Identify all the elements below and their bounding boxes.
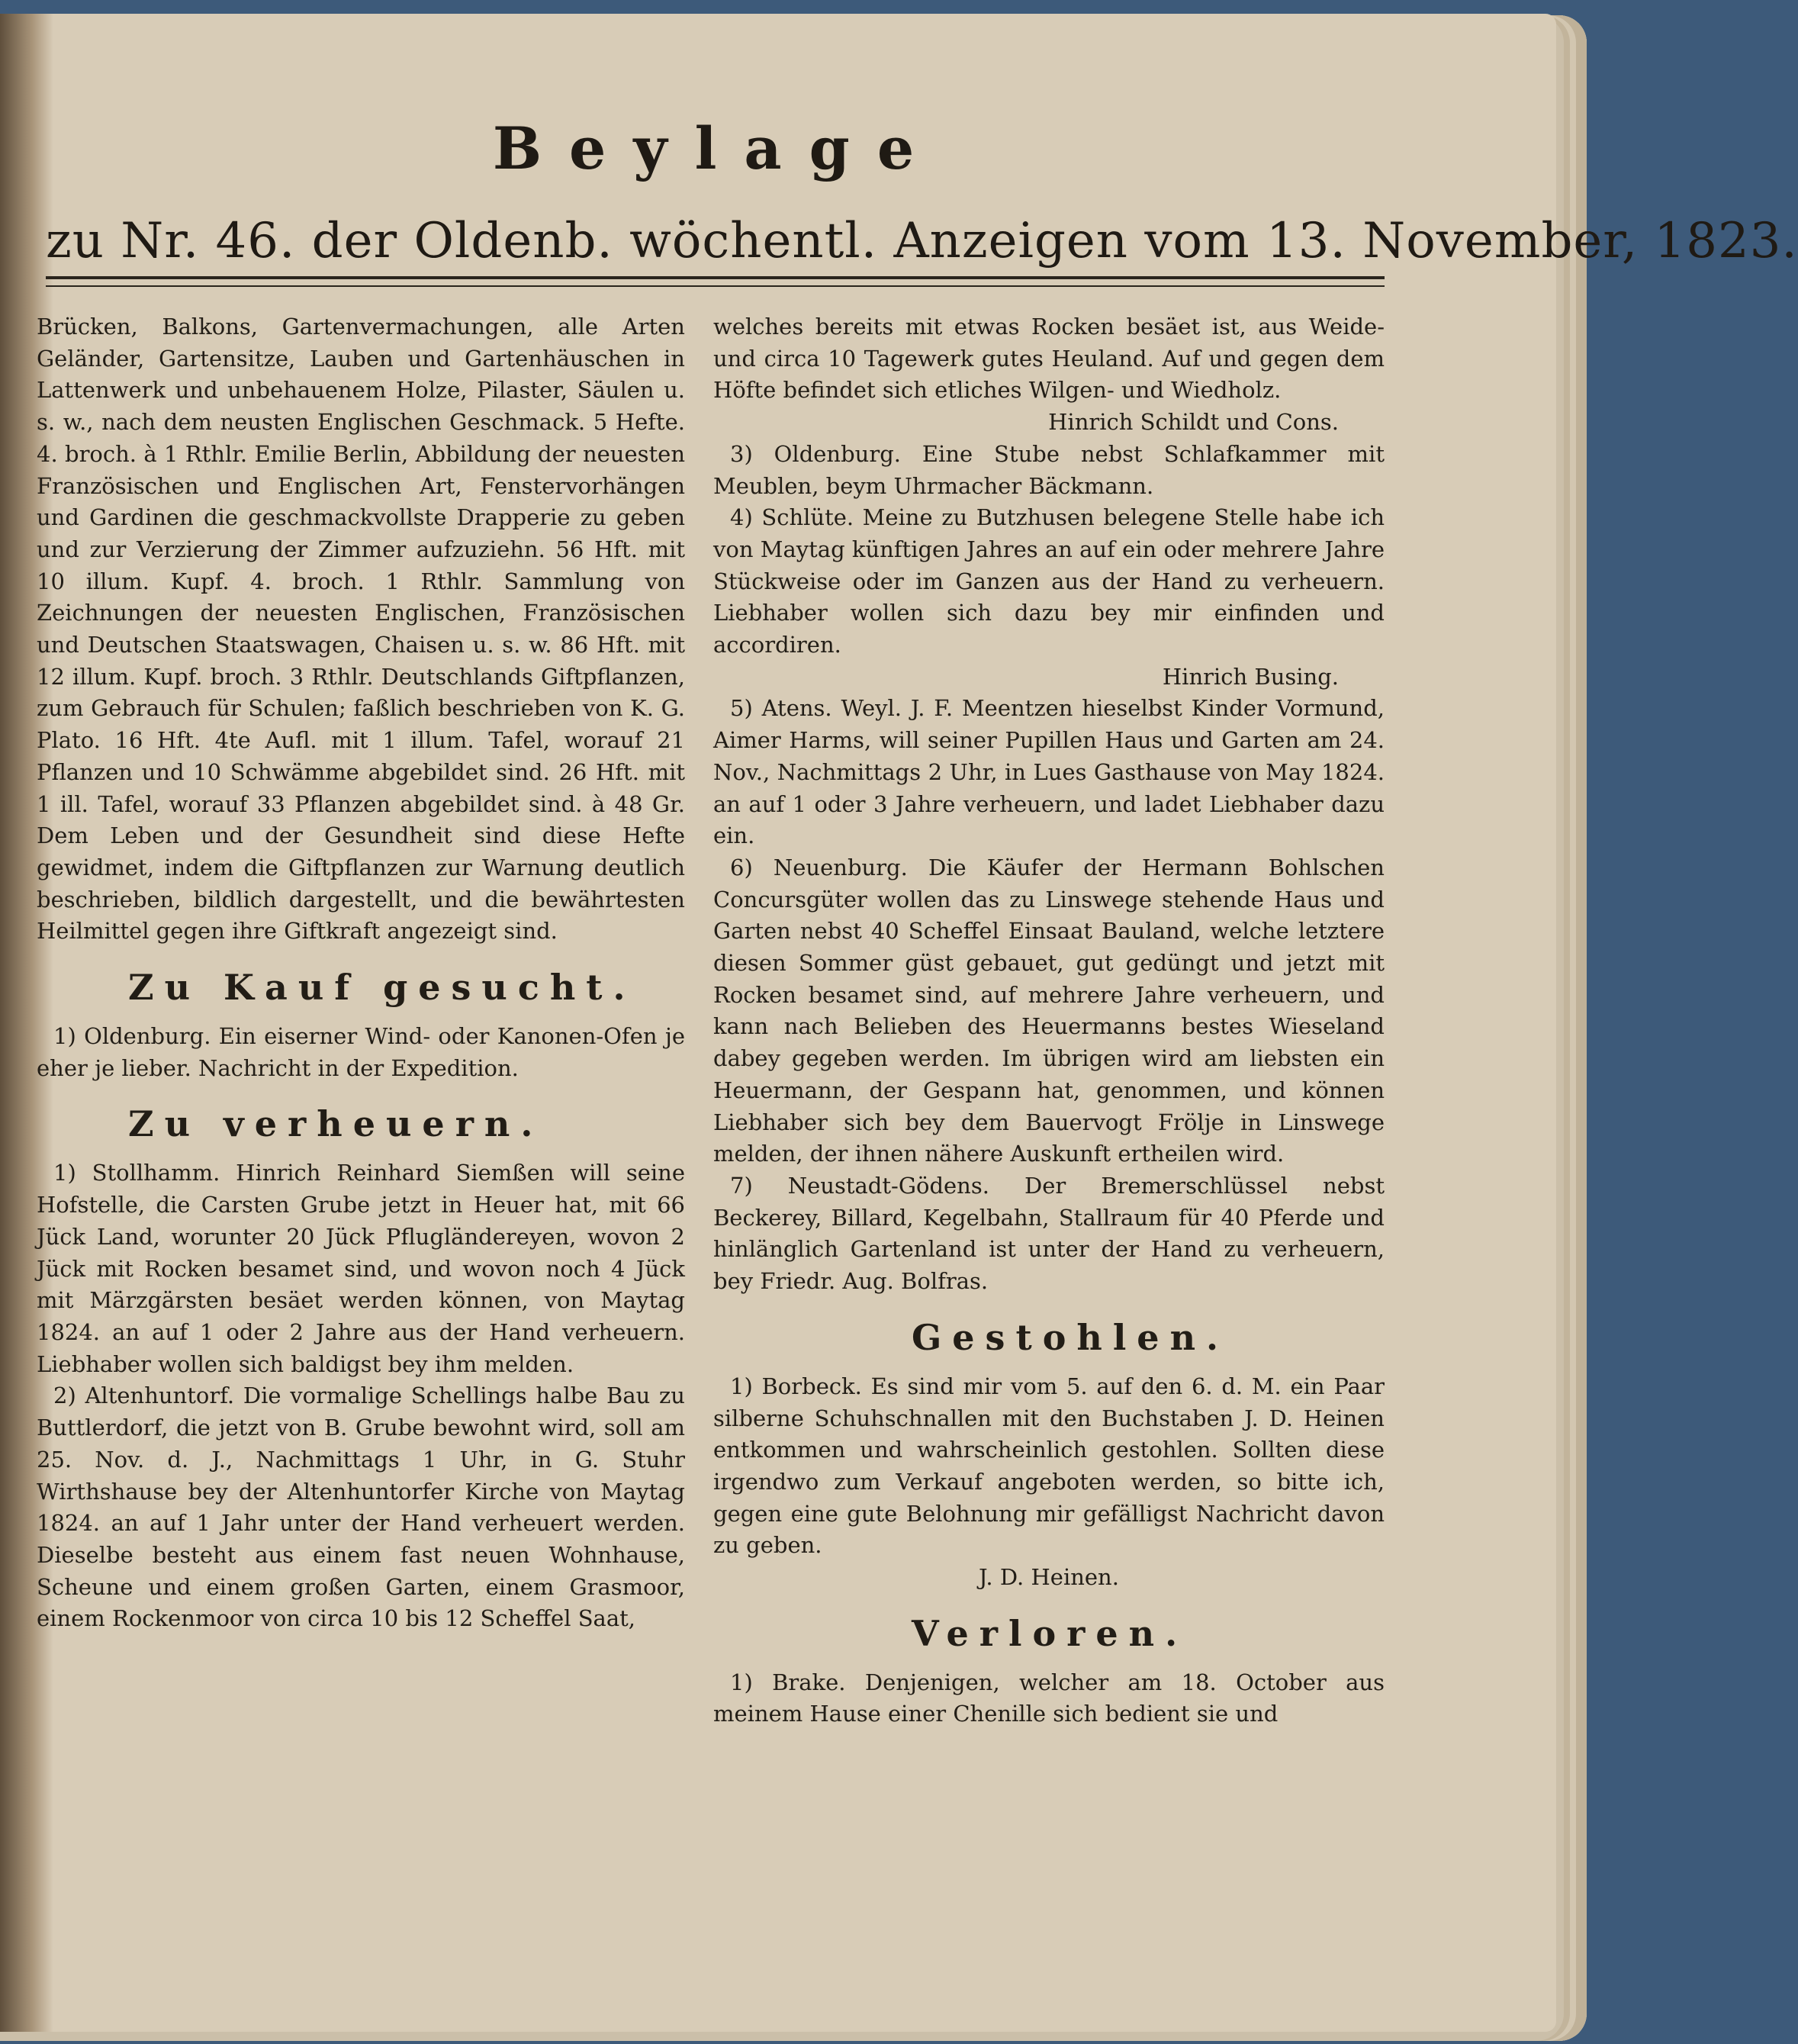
section-heading-verloren: Verloren.	[912, 1612, 1188, 1654]
section-heading-gestohlen: Gestohlen.	[912, 1316, 1230, 1358]
signature-heinen: J. D. Heinen.	[979, 1564, 1119, 1591]
verheuern-item-2: 2) Altenhuntorf. Die vormalige Schellings halbe Bau zu Buttlerdorf, die jetzt von B. Grube bewohnt wird, soll am 25. Nov. d. J., Nachmittags 1 Uhr, in G. Stuhr Wirthshause bey der Altenhuntorfer Kirche von Maytag 1824. an auf 1 Jahr unter der Hand verheuert werden. Dieselbe besteht aus einem fast neuen Wohnhause, Scheune und einem großen Garten, einem Grasmoor, einem Rockenmoor von circa 10 bis 12 Scheffel Saat,	[37, 1383, 685, 1632]
left-column	[37, 311, 685, 1635]
verheuern-item-7: 7) Neustadt-Gödens. Der Bremerschlüssel nebst Beckerey, Billard, Kegelbahn, Stallraum für 40 Pferde und hinlänglich Gartenland ist unter der Hand zu verheuern, bey Friedr. Aug. Bolfras.	[713, 1172, 1385, 1295]
page-title: Beylage	[492, 114, 942, 182]
page-subtitle: zu Nr. 46. der Oldenb. wöchentl. Anzeigen vom 13. November, 1823.	[46, 213, 1798, 269]
section-heading-kauf: Zu Kauf gesucht.	[128, 967, 636, 1009]
verheuern-item-5: 5) Atens. Weyl. J. F. Meentzen hieselbst Kinder Vormund, Aimer Harms, will seiner Pupillen Haus und Garten am 24. Nov., Nachmittags 2 Uhr, in Lues Gasthause von May 1824. an auf 1 oder 3 Jahre verheuern, und ladet Liebhaber dazu ein.	[713, 695, 1385, 849]
gestohlen-item-1: 1) Borbeck. Es sind mir vom 5. auf den 6. d. M. ein Paar silberne Schuhschnallen mit den Buchstaben J. D. Heinen entkommen und wahrscheinlich gestohlen. Sollten diese irgendwo zum Verkauf angeboten werden, so bitte ich, gegen eine gute Belohnung mir gefälligst Nachricht davon zu geben.	[713, 1373, 1385, 1559]
kauf-item-1: 1) Oldenburg. Ein eiserner Wind- oder Kanonen-Ofen je eher je lieber. Nachricht in der Expedition.	[37, 1023, 685, 1081]
intro-paragraph: Brücken, Balkons, Gartenvermachungen, alle Arten Geländer, Gartensitze, Lauben und Gartenhäuschen in Lattenwerk und unbehauenem Holze, Pilaster, Säulen u. s. w., nach dem neusten Englischen Geschmack. 5 Hefte. 4. broch. à 1 Rthlr. Emilie Berlin, Abbildung der neuesten Französischen und Englischen Art, Fenstervorhängen und Gardinen die geschmackvollste Drapperie zu geben und zur Verzierung der Zimmer aufzuziehn. 56 Hft. mit 10 illum. Kupf. 4. broch. 1 Rthlr. Sammlung von Zeichnungen der neuesten Englischen, Französischen und Deutschen Staatswagen, Chaisen u. s. w. 86 Hft. mit 12 illum. Kupf. broch. 3 Rthlr. Deutschlands Giftpflanzen, zum Gebrauch für Schulen; faßlich beschrieben von K. G. Plato. 16 Hft. 4te Aufl. mit 1 illum. Tafel, worauf 21 Pflanzen und 10 Schwämme abgebildet sind. 26 Hft. mit 1 ill. Tafel, worauf 33 Pflanzen abgebildet sind. à 48 Gr. Dem Leben und der Gesundheit sind diese Hefte gewidmet, indem die Giftpflanzen zur Warnung deutlich beschrieben, bildlich dargestellt, und die bewährtesten Heilmittel gegen ihre Giftkraft angezeigt sind.	[37, 314, 685, 945]
signature-schildt: Hinrich Schildt und Cons.	[1048, 409, 1339, 436]
right-column	[713, 311, 1385, 1730]
verheuern-item-3: 3) Oldenburg. Eine Stube nebst Schlafkammer mit Meublen, beym Uhrmacher Bäckmann.	[713, 440, 1385, 499]
verheuern-item-2-continued: welches bereits mit etwas Rocken besäet ist, aus Weide- und circa 10 Tagewerk gutes Heuland. Auf und gegen dem Höfte befindet sich etliches Wilgen- und Wiedholz.	[713, 314, 1385, 404]
section-heading-verheuern: Zu verheuern.	[128, 1103, 544, 1145]
header-rule	[46, 276, 1385, 287]
signature-busing: Hinrich Busing.	[1162, 663, 1339, 690]
verloren-item-1: 1) Brake. Denjenigen, welcher am 18. October aus meinem Hause einer Chenille sich bedient sie und	[713, 1669, 1385, 1727]
verheuern-item-6: 6) Neuenburg. Die Käufer der Hermann Bohlschen Concursgüter wollen das zu Linswege stehende Haus und Garten nebst 40 Scheffel Einsaat Bauland, welche letztere diesen Sommer güst gebauet, gut gedüngt und jetzt mit Rocken besamet sind, auf mehrere Jahre verheuern, und kann nach Belieben des Heuermanns bestes Wieseland dabey gegeben werden. Im übrigen wird am liebsten ein Heuermann, der Gespann hat, genommen, und können Liebhaber sich bey dem Bauervogt Frölje in Linswege melden, der ihnen nähere Auskunft ertheilen wird.	[713, 854, 1385, 1167]
header	[46, 114, 1798, 269]
verheuern-item-4: 4) Schlüte. Meine zu Butzhusen belegene Stelle habe ich von Maytag künftigen Jahres an auf ein oder mehrere Jahre Stückweise oder im Ganzen aus der Hand zu verheuern. Liebhaber wollen sich dazu bey mir einfinden und accordiren.	[713, 504, 1385, 658]
verheuern-item-1: 1) Stollhamm. Hinrich Reinhard Siemßen will seine Hofstelle, die Carsten Grube jetzt in Heuer hat, mit 66 Jück Land, worunter 20 Jück Pflugländereyen, wovon 2 Jück mit Rocken besamet sind, und wovon noch 4 Jück mit Märzgärsten besäet werden können, von Maytag 1824. an auf 1 oder 2 Jahre aus der Hand verheuern. Liebhaber wollen sich baldigst bey ihm melden.	[37, 1160, 685, 1377]
